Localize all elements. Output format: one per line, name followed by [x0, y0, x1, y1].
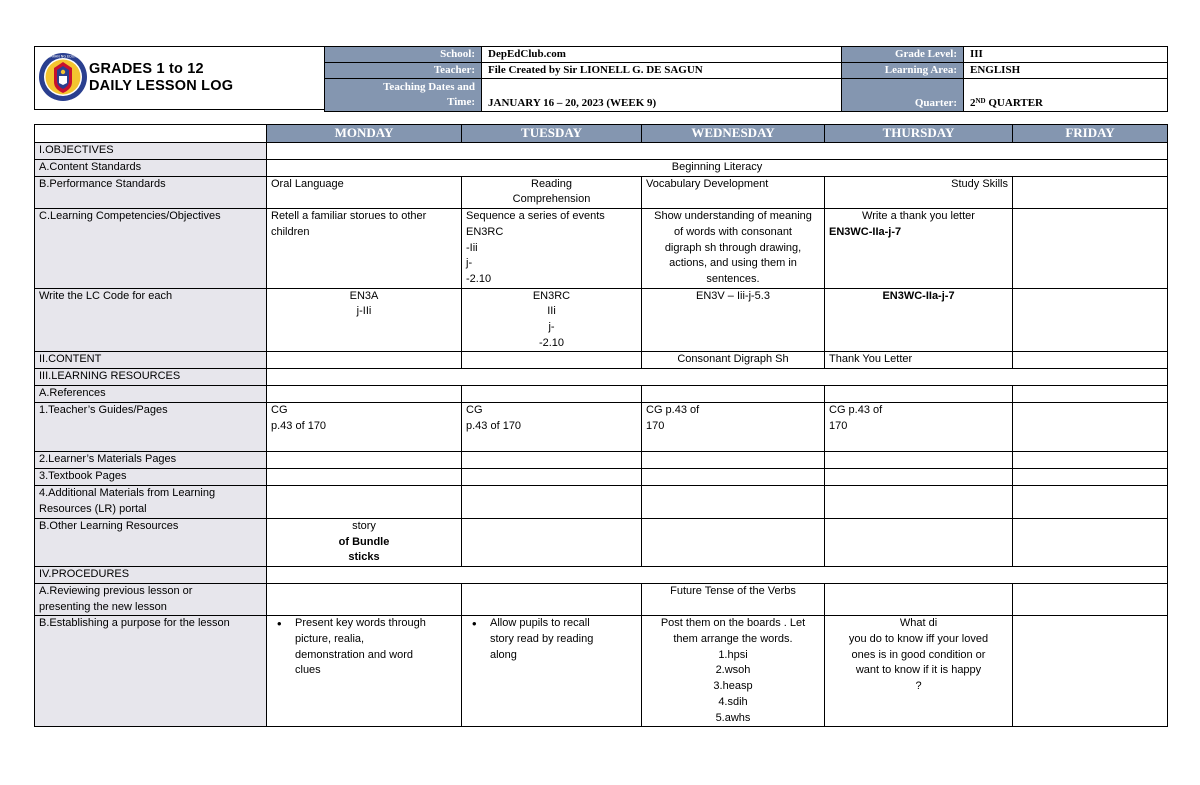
table-row [35, 369, 1168, 386]
table-cell [1013, 469, 1168, 486]
tg-monday-line: CG [271, 404, 288, 417]
table-cell [267, 386, 462, 403]
reviewing-line: A.Reviewing previous lesson or [39, 584, 193, 597]
comp-wednesday-line: sentences. [706, 272, 760, 285]
comp-wednesday-line: actions, and using them in [669, 257, 797, 270]
comp-monday-line: children [271, 225, 310, 238]
learning-resources-cell [267, 369, 1168, 386]
lc-tuesday-line: j- [548, 321, 555, 334]
school-value: DepEdClub.com [482, 47, 842, 63]
comp-tuesday-line: -Iii [466, 241, 478, 254]
purpose-wednesday-line: 3.heasp [713, 680, 753, 693]
table-row [35, 209, 1168, 289]
table-row [35, 160, 1168, 177]
lc-tuesday-line: -2.10 [538, 336, 565, 349]
tg-thursday-line: 170 [829, 420, 848, 433]
other-monday [267, 518, 462, 566]
day-friday: FRIDAY [1013, 125, 1168, 143]
other-monday-line: sticks [348, 551, 380, 564]
day-monday: MONDAY [267, 125, 462, 143]
table-cell [642, 469, 825, 486]
daily-lesson-log [34, 46, 1167, 727]
table-cell [1013, 386, 1168, 403]
comp-monday [267, 209, 462, 289]
content-standards-label: A.Content Standards [35, 160, 267, 177]
title-line-1: GRADES 1 to 12 [89, 61, 204, 77]
learners-materials-label: 2.Learner’s Materials Pages [35, 452, 267, 469]
procedures-label: IV.PROCEDURES [35, 566, 267, 583]
school-label: School: [325, 47, 482, 63]
table-row [35, 616, 1168, 727]
reviewing-line: presenting the new lesson [39, 600, 167, 613]
purpose-wednesday-line: Post them on the boards . Let [660, 617, 806, 630]
perf-friday [1013, 176, 1168, 208]
table-cell [642, 386, 825, 403]
purpose-wednesday-line: them arrange the words. [673, 633, 793, 646]
tg-thursday [825, 403, 1013, 452]
table-cell [462, 386, 642, 403]
performance-standards-label: B.Performance Standards [35, 176, 267, 208]
table-cell [1013, 518, 1168, 566]
title-line-2: DAILY LESSON LOG [89, 78, 234, 94]
reviewing-wednesday: Future Tense of the Verbs [642, 583, 825, 615]
content-label: II.CONTENT [35, 352, 267, 369]
table-cell [462, 486, 642, 518]
lc-thursday: EN3WC-IIa-j-7 [825, 288, 1013, 352]
comp-tuesday-line: -2.10 [466, 272, 492, 285]
table-cell [642, 486, 825, 518]
table-cell [825, 486, 1013, 518]
tg-tuesday [462, 403, 642, 452]
table-row [35, 518, 1168, 566]
additional-materials-line: Resources (LR) portal [39, 503, 147, 516]
perf-wednesday: Vocabulary Development [642, 176, 825, 208]
comp-tuesday-line: EN3RC [466, 225, 504, 238]
table-cell [462, 518, 642, 566]
purpose-thursday [825, 616, 1013, 727]
table-row [35, 566, 1168, 583]
additional-materials-line: 4.Additional Materials from Learning [39, 487, 216, 500]
purpose-thursday-line: What di [899, 617, 938, 630]
table-row [35, 352, 1168, 369]
purpose-thursday-line: ones is in good condition or [851, 648, 986, 661]
teaching-dates-label-line-2: Time: [447, 96, 475, 108]
purpose-wednesday-line: 4.sdih [718, 695, 748, 708]
table-cell [462, 583, 642, 615]
tg-monday-line: p.43 of 170 [271, 420, 327, 433]
table-row [35, 583, 1168, 615]
teaching-dates-label [325, 79, 482, 112]
objectives-cell [267, 143, 1168, 160]
textbook-label: 3.Textbook Pages [35, 469, 267, 486]
table-cell [462, 469, 642, 486]
days-header-row [35, 125, 1168, 143]
perf-tuesday-line: Comprehension [512, 193, 591, 206]
table-row [35, 288, 1168, 352]
content-monday [267, 352, 462, 369]
purpose-tuesday-line: • Allow pupils to recall [490, 617, 590, 630]
table-row [35, 176, 1168, 208]
table-row [35, 452, 1168, 469]
comp-tuesday-line: Sequence a series of events [466, 210, 605, 223]
table-cell [267, 486, 462, 518]
comp-wednesday [642, 209, 825, 289]
other-resources-label: B.Other Learning Resources [35, 518, 267, 566]
table-cell [267, 583, 462, 615]
table-row [35, 486, 1168, 518]
header [34, 46, 1167, 110]
table-row [35, 143, 1168, 160]
purpose-monday-line: • Present key words through [295, 617, 426, 630]
perf-tuesday-line: Reading [531, 177, 572, 190]
table-cell [825, 469, 1013, 486]
purpose-wednesday-line: 1.hpsi [718, 648, 748, 661]
comp-wednesday-line: of words with consonant [673, 225, 792, 238]
references-label: A.References [35, 386, 267, 403]
teachers-guides-label: 1.Teacher’s Guides/Pages [35, 403, 267, 452]
purpose-thursday-line: ? [915, 680, 922, 693]
grade-level-label: Grade Level: [842, 47, 964, 63]
table-row [35, 403, 1168, 452]
comp-wednesday-line: Show understanding of meaning [654, 210, 812, 223]
quarter-value [964, 79, 1168, 112]
purpose-tuesday [462, 616, 642, 727]
tg-tuesday-line: CG [466, 404, 483, 417]
comp-thursday-code: EN3WC-IIa-j-7 [829, 225, 902, 238]
table-row [35, 469, 1168, 486]
lc-monday-line: j-IIi [356, 305, 372, 318]
comp-thursday-line: Write a thank you letter [862, 210, 975, 223]
purpose-tuesday-line: along [490, 648, 517, 661]
learning-resources-label: III.LEARNING RESOURCES [35, 369, 267, 386]
tg-friday [1013, 403, 1168, 452]
content-standards-value: Beginning Literacy [267, 160, 1168, 177]
brand-block [34, 46, 324, 110]
content-wednesday: Consonant Digraph Sh [642, 352, 825, 369]
learning-area-label: Learning Area: [842, 63, 964, 79]
lc-monday-line: EN3A [349, 289, 379, 302]
comp-tuesday [462, 209, 642, 289]
content-thursday: Thank You Letter [825, 352, 1013, 369]
objectives-label: I.OBJECTIVES [35, 143, 267, 160]
quarter-ordinal: ND [975, 97, 986, 105]
other-monday-line: story [352, 519, 376, 532]
learning-area-value: ENGLISH [964, 63, 1168, 79]
purpose-wednesday-line: 2.wsoh [715, 664, 751, 677]
teaching-dates-label-line-1: Teaching Dates and [383, 81, 475, 93]
table-cell [267, 469, 462, 486]
lesson-table [34, 124, 1168, 727]
lc-tuesday-line: IIi [547, 305, 556, 318]
log-title [89, 61, 233, 95]
seal-lettering: KAGAWARAN NG EDUKASYON [38, 54, 88, 59]
purpose-wednesday-line: 5.awhs [715, 711, 751, 724]
lc-tuesday [462, 288, 642, 352]
comp-wednesday-line: digraph sh through drawing, [664, 241, 802, 254]
purpose-tuesday-line: story read by reading [490, 633, 594, 646]
comp-thursday [825, 209, 1013, 289]
perf-monday: Oral Language [267, 176, 462, 208]
quarter-word: QUARTER [985, 97, 1043, 109]
table-cell [642, 518, 825, 566]
day-wednesday: WEDNESDAY [642, 125, 825, 143]
day-tuesday: TUESDAY [462, 125, 642, 143]
tg-thursday-line: CG p.43 of [829, 404, 883, 417]
purpose-thursday-line: you do to know iff your loved [848, 633, 989, 646]
lc-wednesday: EN3V – Iii-j-5.3 [642, 288, 825, 352]
perf-thursday: Study Skills [825, 176, 1013, 208]
purpose-friday [1013, 616, 1168, 727]
table-cell [267, 452, 462, 469]
table-cell [825, 583, 1013, 615]
deped-seal-logo [38, 52, 88, 102]
teaching-dates-value: JANUARY 16 – 20, 2023 (WEEK 9) [482, 79, 842, 112]
comp-friday [1013, 209, 1168, 289]
table-row [35, 386, 1168, 403]
day-thursday: THURSDAY [825, 125, 1013, 143]
table-cell [1013, 452, 1168, 469]
table-cell [1013, 486, 1168, 518]
tg-wednesday-line: 170 [646, 420, 665, 433]
quarter-number: 2 [970, 97, 976, 109]
perf-tuesday [462, 176, 642, 208]
purpose-monday-line: clues [295, 664, 321, 677]
table-cell [1013, 583, 1168, 615]
content-tuesday [462, 352, 642, 369]
tg-monday [267, 403, 462, 452]
lc-tuesday-line: EN3RC [532, 289, 571, 302]
tg-tuesday-line: p.43 of 170 [466, 420, 522, 433]
lc-monday [267, 288, 462, 352]
purpose-wednesday [642, 616, 825, 727]
lc-code-label: Write the LC Code for each [35, 288, 267, 352]
purpose-label: B.Establishing a purpose for the lesson [35, 616, 267, 727]
corner-cell [35, 125, 267, 143]
header-info-table [324, 46, 1168, 112]
procedures-cell [267, 566, 1168, 583]
competencies-label: C.Learning Competencies/Objectives [35, 209, 267, 289]
tg-wednesday [642, 403, 825, 452]
purpose-monday-bullet [277, 616, 457, 679]
comp-tuesday-line: j- [466, 257, 473, 270]
table-cell [825, 452, 1013, 469]
purpose-monday [267, 616, 462, 727]
content-friday [1013, 352, 1168, 369]
purpose-tuesday-bullet [472, 616, 637, 663]
table-cell [462, 452, 642, 469]
lc-friday [1013, 288, 1168, 352]
table-cell [825, 386, 1013, 403]
purpose-thursday-line: want to know if it is happy [855, 664, 982, 677]
purpose-monday-line: picture, realia, [295, 633, 365, 646]
quarter-label: Quarter: [842, 79, 964, 112]
teacher-value: File Created by Sir LIONELL G. DE SAGUN [482, 63, 842, 79]
additional-materials-label [35, 486, 267, 518]
table-cell [642, 452, 825, 469]
tg-wednesday-line: CG p.43 of [646, 404, 700, 417]
reviewing-label [35, 583, 267, 615]
grade-level-value: III [964, 47, 1168, 63]
table-cell [825, 518, 1013, 566]
purpose-monday-line: demonstration and word [295, 648, 414, 661]
teacher-label: Teacher: [325, 63, 482, 79]
comp-monday-line: Retell a familiar storues to other [271, 210, 427, 223]
other-monday-line: of Bundle [338, 535, 390, 548]
